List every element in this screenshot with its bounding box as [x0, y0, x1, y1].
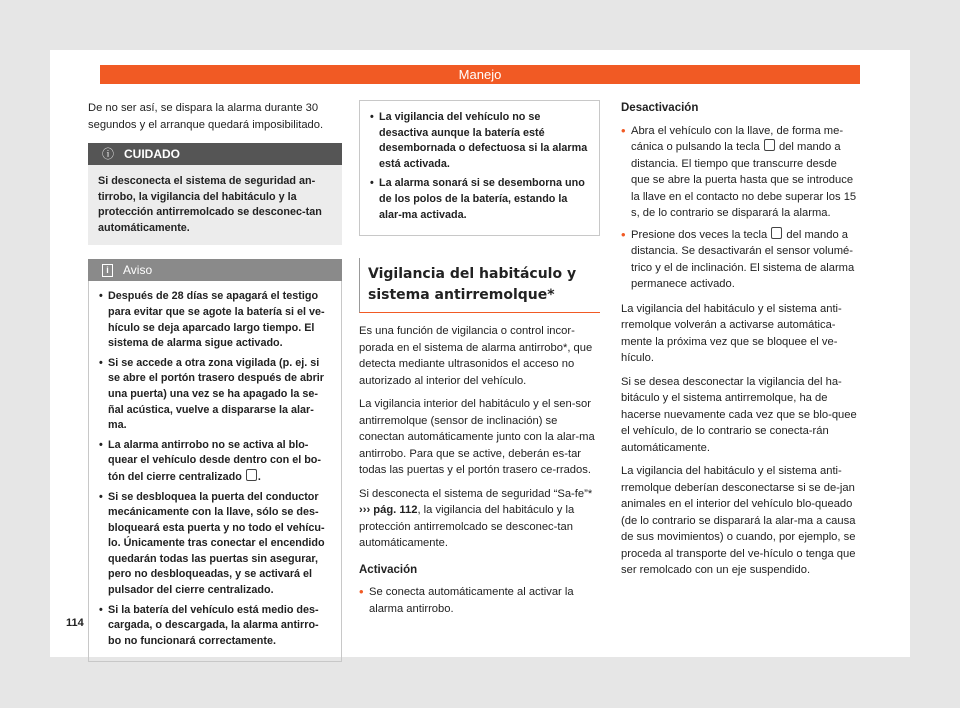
- intro-paragraph: De no ser así, se dispara la alarma durante 30 segundos y el arranque quedará imposibilitado.: [88, 102, 324, 131]
- paragraph: La vigilancia del habitáculo y el sistema anti-rremolque deberían desconectarse si se de-jan animales en el interior del vehículo blo-queado (de lo contrario se disparará la alar-ma a causa de sus movimientos) o cuando, por ejemplo, se proceda al transporte del ve-hículo o tenga que ser remolcado con un eje suspendido.: [621, 465, 856, 576]
- caution-label: CUIDADO: [124, 146, 181, 161]
- section-header: Manejo: [100, 65, 860, 84]
- lock-key-icon: [246, 469, 257, 481]
- info-icon: i: [102, 264, 113, 277]
- aviso-item: • Si se desbloquea la puerta del conductor mecánicamente con la llave, sólo se des-bloqueará esta puerta y no todo el vehícu-lo. Únicamente tras conectar el encendido quedarán todas las puertas sin asegurar, pero no desbloqueadas, y se activará el pulsador del cierre centralizado.: [99, 490, 325, 597]
- aviso-item: • Después de 28 días se apagará el testigo para evitar que se agote la batería si el ve-hículo se deja aparcado largo tiempo. El sistema de alarma sigue activado.: [99, 290, 325, 350]
- bullet-icon: •: [621, 122, 626, 138]
- paragraph: Si desconecta el sistema de seguridad “Sa-fe”* ››› pág. 112, la vigilancia del habitáculo y la protección antirremolcado se desconec-tan automáticamente.: [359, 487, 593, 550]
- desactivacion-item: • Abra el vehículo con la llave, de forma me-cánica o pulsando la tecla del mando a distancia. El tiempo que transcurre desde que se abre la puerta hasta que se introduce la llave en el contacto no debe superar los 15 s, de lo contrario se disparará la alarma.: [621, 123, 858, 222]
- paragraph: La vigilancia del habitáculo y el sistema anti-rremolque volverán a activarse automática-mente la próxima vez que se bloquee el ve-hículo.: [621, 302, 842, 364]
- caution-box: [88, 143, 342, 245]
- page-reference-link[interactable]: ››› pág. 112: [359, 504, 418, 517]
- caution-icon: ⓘ: [102, 146, 115, 161]
- caution-header: [88, 143, 342, 165]
- paragraph: La vigilancia interior del habitáculo y el sen-sor antirremolque (sensor de inclinación) se conectan automáticamente junto con la alar-ma antirrobo. Para que se active, deberán es-tar todas las puertas y el portón trasero ce-rrados.: [359, 398, 595, 477]
- desactivacion-heading: Desactivación: [621, 102, 699, 114]
- unlock-key-icon: [764, 139, 775, 151]
- activacion-item: • Se conecta automáticamente al activar la alarma antirrobo.: [359, 584, 600, 617]
- paragraph: Es una función de vigilancia o control incor-porada en el sistema de alarma antirrobo*, que detecta mediante ultrasonidos el acceso no autorizado al interior del vehículo.: [359, 325, 593, 387]
- aviso-label: Aviso: [123, 263, 153, 278]
- manual-page: [50, 50, 910, 657]
- column-middle: [359, 100, 600, 622]
- aviso-item: • La alarma sonará si se desemborna uno de los polos de la batería, estando la alar-ma activada.: [370, 177, 585, 221]
- page-number: 114: [66, 617, 84, 629]
- bullet-icon: •: [621, 226, 626, 242]
- aviso-item: • Si la batería del vehículo está medio des-cargada, o descargada, la alarma antirro-bo no funcionará correctamente.: [99, 603, 319, 647]
- continued-aviso-box: [359, 100, 600, 236]
- column-right: [621, 100, 858, 586]
- aviso-box: [88, 259, 342, 662]
- aviso-item: • Si se accede a otra zona vigilada (p. ej. si se abre el portón trasero después de abrir una puerta) una vez se ha apagado la se-ñal acústica, vuelve a dispararse la alar-ma.: [99, 356, 325, 432]
- caution-text: Si desconecta el sistema de seguridad an-tirrobo, la vigilancia del habitáculo y la protección antirremolcado se desconec-tan automáticamente.: [88, 165, 342, 245]
- trunk-key-icon: [771, 227, 782, 239]
- column-left: [88, 100, 342, 662]
- desactivacion-item: • Presione dos veces la tecla del mando a distancia. Se desactivarán el sensor volumé-trico y el de inclinación. El sistema de alarma permanece activado.: [621, 227, 858, 293]
- aviso-item: • La alarma antirrobo no se activa al blo-quear el vehículo desde dentro con el bo-tón del cierre centralizado .: [99, 438, 321, 483]
- paragraph: Si se desea desconectar la vigilancia del ha-bitáculo y el sistema antirremolque, ha de hacerse nuevamente cada vez que se blo-quee el vehículo, de lo contrario se conecta-rán automáticamente.: [621, 375, 857, 454]
- aviso-header: [88, 259, 342, 281]
- activacion-heading: Activación: [359, 563, 418, 576]
- aviso-body: [88, 281, 342, 662]
- bullet-icon: •: [359, 584, 364, 600]
- aviso-item: • La vigilancia del vehículo no se desactiva aunque la batería esté desembornada o defectuosa si la alarma está activada.: [370, 111, 588, 170]
- section-title: Vigilancia del habitáculo y sistema antirremolque*: [359, 258, 600, 313]
